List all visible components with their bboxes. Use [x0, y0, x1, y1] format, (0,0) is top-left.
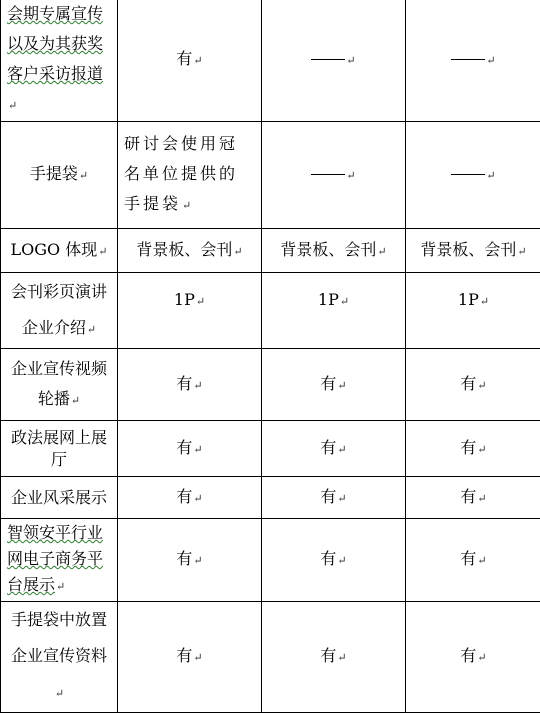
- tier-2-cell: 有↵: [262, 602, 406, 713]
- tier-1-cell: 有↵: [118, 602, 262, 713]
- tier-3-cell: 有↵: [406, 477, 540, 519]
- tier-1-cell: 研讨会使用冠名单位提供的手提袋↵: [118, 122, 262, 229]
- tier-3-cell: 1P↵: [406, 273, 540, 349]
- tier-1-cell: 有↵: [118, 519, 262, 602]
- feature-cell: LOGO 体现↵: [1, 229, 118, 273]
- tier-2-cell: 有↵: [262, 349, 406, 421]
- table-row: [1, 519, 540, 602]
- tier-1-cell: 1P↵: [118, 273, 262, 349]
- tier-3-cell: ↵: [406, 122, 540, 229]
- feature-cell: 会刊彩页演讲企业介绍↵: [1, 273, 118, 349]
- tier-1-cell: 有↵: [118, 0, 262, 122]
- tier-3-cell: 有↵: [406, 602, 540, 713]
- tier-2-cell: 有↵: [262, 421, 406, 477]
- tier-2-cell: 1P↵: [262, 273, 406, 349]
- table-row: [1, 0, 540, 122]
- table-row: [1, 349, 540, 421]
- tier-2-cell: 背景板、会刊↵: [262, 229, 406, 273]
- tier-1-cell: 背景板、会刊↵: [118, 229, 262, 273]
- feature-cell: 政法展网上展厅: [1, 421, 118, 477]
- feature-cell: 会期专属宣传以及为其获奖客户采访报道↵: [1, 0, 118, 122]
- dash-line: [311, 174, 345, 175]
- tier-2-cell: ↵: [262, 122, 406, 229]
- dash-line: [311, 59, 345, 60]
- feature-cell: 手提袋中放置企业宣传资料↵: [1, 602, 118, 713]
- tier-2-cell: ↵: [262, 0, 406, 122]
- tier-3-cell: ↵: [406, 0, 540, 122]
- dash-line: [451, 174, 485, 175]
- feature-cell: 智领安平行业网电子商务平台展示↵: [1, 519, 118, 602]
- tier-3-cell: 背景板、会刊↵: [406, 229, 540, 273]
- feature-cell: 企业宣传视频轮播↵: [1, 349, 118, 421]
- table-row: [1, 229, 540, 273]
- tier-1-cell: 有↵: [118, 421, 262, 477]
- feature-cell: 手提袋↵: [1, 122, 118, 229]
- table-row: [1, 421, 540, 477]
- table-row: [1, 602, 540, 713]
- tier-3-cell: 有↵: [406, 519, 540, 602]
- table-row: [1, 122, 540, 229]
- dash-line: [451, 59, 485, 60]
- tier-2-cell: 有↵: [262, 477, 406, 519]
- tier-1-cell: 有↵: [118, 349, 262, 421]
- table-row: [1, 273, 540, 349]
- tier-1-cell: 有↵: [118, 477, 262, 519]
- table-row: [1, 477, 540, 519]
- tier-3-cell: 有↵: [406, 349, 540, 421]
- tier-2-cell: 有↵: [262, 519, 406, 602]
- tier-3-cell: 有↵: [406, 421, 540, 477]
- feature-cell: 企业风采展示: [1, 477, 118, 519]
